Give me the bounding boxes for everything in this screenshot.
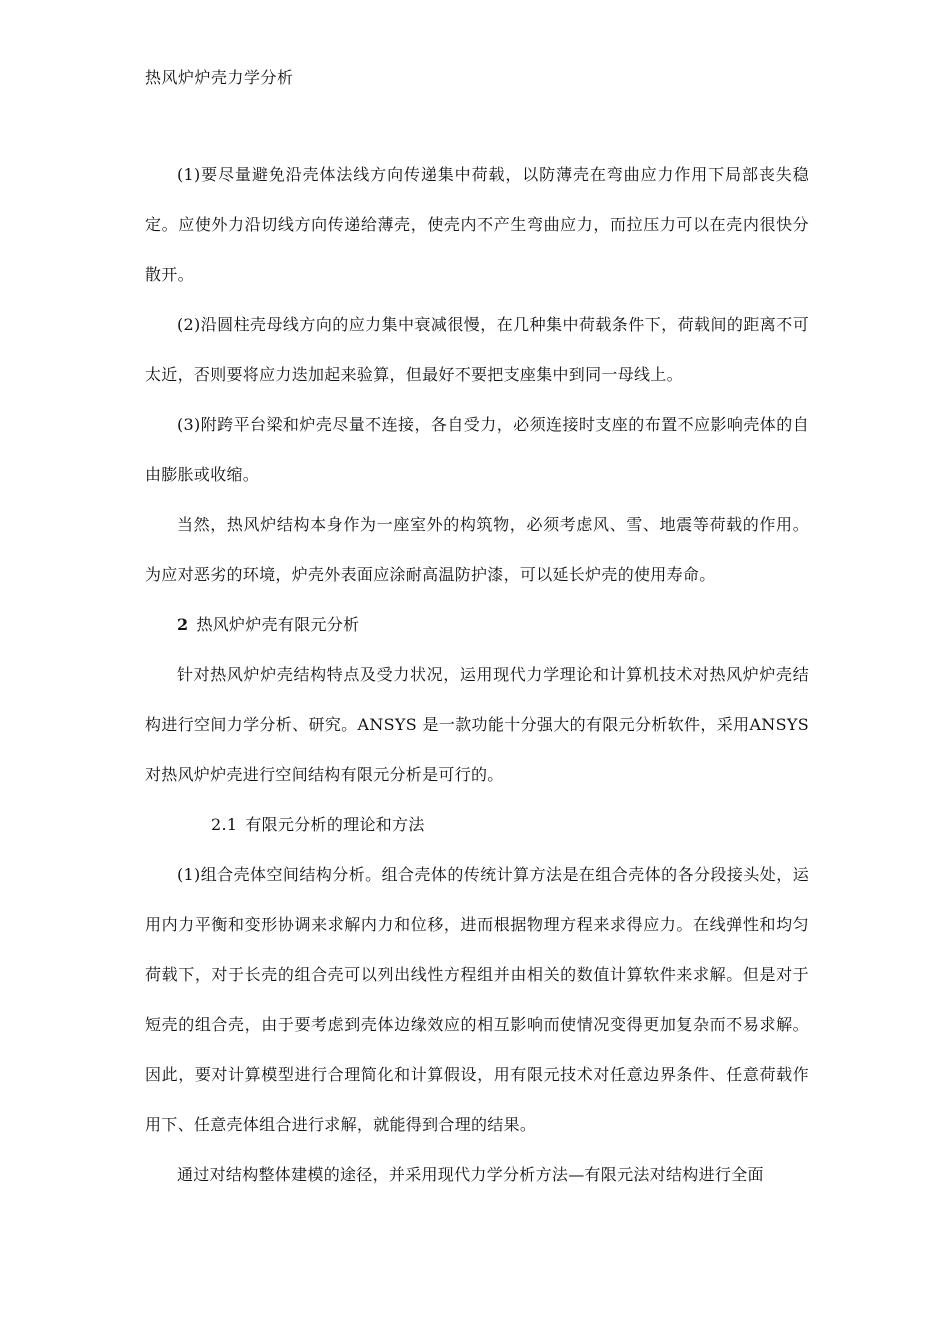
paragraph-1: (1)要尽量避免沿壳体法线方向传递集中荷载，以防薄壳在弯曲应力作用下局部丧失稳定。应使外力沿切线方向传递给薄壳，使壳内不产生弯曲应力，而拉压力可以在壳内很快分散开。 <box>145 165 809 284</box>
subsection-number: 2.1 <box>211 815 238 834</box>
paragraph-3: (3)附跨平台梁和炉壳尽量不连接，各自受力，必须连接时支座的布置不应影响壳体的自由膨胀或收缩。 <box>145 415 809 484</box>
paragraph-6: (1)组合壳体空间结构分析。组合壳体的传统计算方法是在组合壳体的各分段接头处，运用内力平衡和变形协调来求解内力和位移，进而根据物理方程来求得应力。在线弹性和均匀荷载下，对于长壳的组合壳可以列出线性方程组并由相关的数值计算软件来求解。但是对于短壳的组合壳，由于要考虑到壳体边缘效应的相互影响而使情况变得更加复杂而不易求解。因此，要对计算模型进行合理简化和计算假设，用有限元技术对任意边界条件、任意荷载作用下、任意壳体组合进行求解，就能得到合理的结果。 <box>145 865 809 1134</box>
subsection-title: 有限元分析的理论和方法 <box>245 815 425 834</box>
paragraph-2: (2)沿圆柱壳母线方向的应力集中衰减很慢，在几种集中荷载条件下，荷载间的距离不可太近，否则要将应力迭加起来验算，但最好不要把支座集中到同一母线上。 <box>145 315 809 384</box>
section-title: 热风炉炉壳有限元分析 <box>196 615 360 634</box>
paragraph-4: 当然，热风炉结构本身作为一座室外的构筑物，必须考虑风、雪、地震等荷载的作用。为应对恶劣的环境，炉壳外表面应涂耐高温防护漆，可以延长炉壳的使用寿命。 <box>145 515 809 584</box>
subsection-heading-2-1 <box>145 800 809 850</box>
section-heading-2 <box>145 600 809 650</box>
body-text <box>145 150 809 1200</box>
section-number: 2 <box>177 615 189 634</box>
paragraph-7: 通过对结构整体建模的途径，并采用现代力学分析方法—有限元法对结构进行全面 <box>177 1165 764 1184</box>
running-header: 热风炉炉壳力学分析 <box>145 68 294 87</box>
paragraph-5: 针对热风炉炉壳结构特点及受力状况，运用现代力学理论和计算机技术对热风炉炉壳结构进行空间力学分析、研究。ANSYS 是一款功能十分强大的有限元分析软件，采用ANSYS对热风炉炉壳进行空间结构有限元分析是可行的。 <box>145 665 809 784</box>
